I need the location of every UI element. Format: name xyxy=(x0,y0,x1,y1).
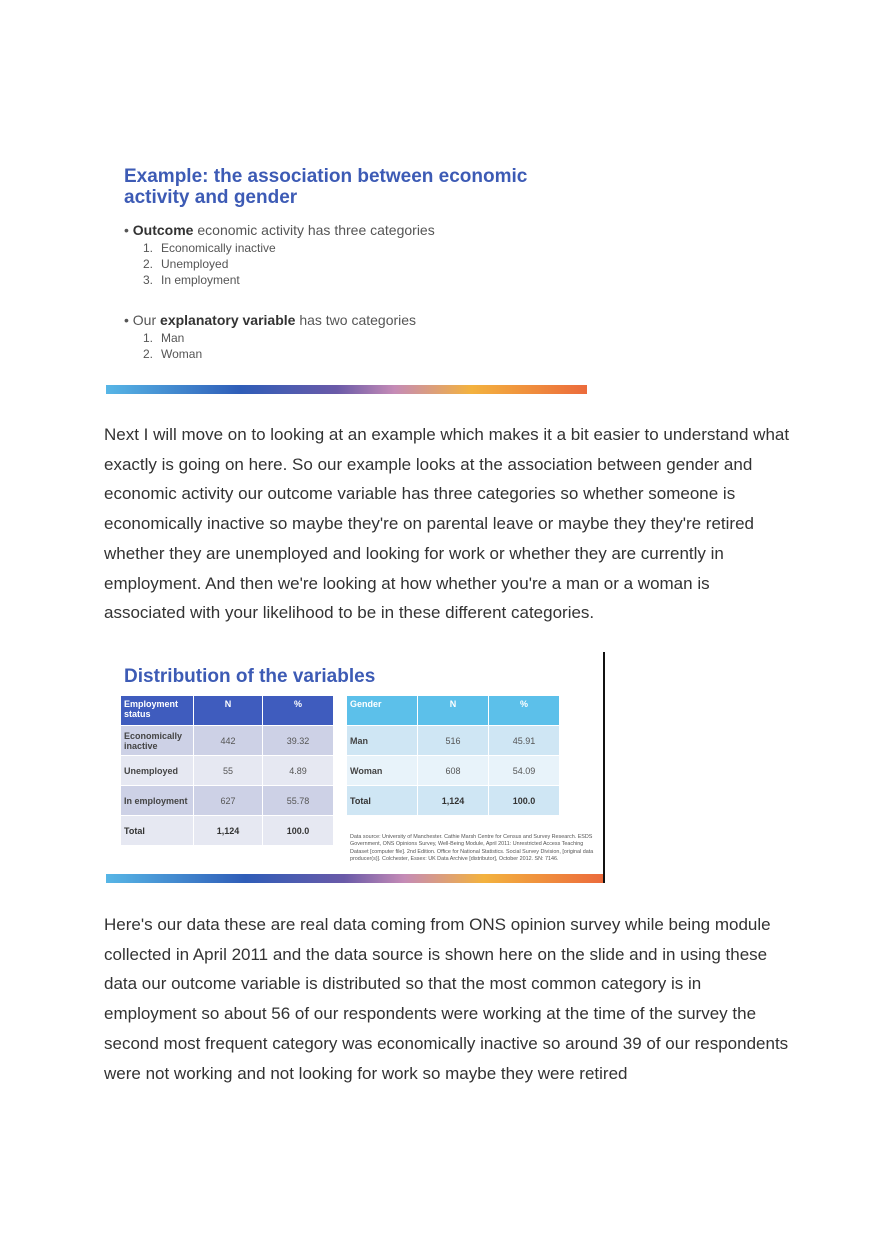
table-row xyxy=(121,786,334,816)
slide-gradient-bar xyxy=(106,874,603,883)
table-cell: Economically inactive xyxy=(121,726,194,756)
list-item: 1. Man xyxy=(143,331,185,345)
table-row-total xyxy=(347,786,560,816)
table-cell: 54.09 xyxy=(489,756,560,786)
explanatory-categories-list xyxy=(143,330,202,362)
bullet-outcome: • Outcome economic activity has three categories xyxy=(124,222,435,238)
gender-table xyxy=(346,695,560,816)
table-header: % xyxy=(489,696,560,726)
table-cell: 100.0 xyxy=(262,816,333,846)
table-cell: 39.32 xyxy=(262,726,333,756)
table-header: N xyxy=(418,696,489,726)
table-cell: 55 xyxy=(194,756,263,786)
table-cell: Man xyxy=(347,726,418,756)
table-header: Gender xyxy=(347,696,418,726)
table-header-row xyxy=(347,696,560,726)
table-header: N xyxy=(194,696,263,726)
list-item: 2. Unemployed xyxy=(143,257,229,271)
slide-title: Distribution of the variables xyxy=(124,666,376,687)
table-cell: Unemployed xyxy=(121,756,194,786)
bullet-text: has two categories xyxy=(295,312,417,328)
table-cell: 45.91 xyxy=(489,726,560,756)
bullet-explanatory: • Our explanatory variable has two categories xyxy=(124,312,417,328)
table-row xyxy=(347,726,560,756)
employment-status-table xyxy=(120,695,334,846)
table-cell: 1,124 xyxy=(418,786,489,816)
table-row xyxy=(347,756,560,786)
table-cell: 55.78 xyxy=(262,786,333,816)
slide-economic-activity-gender xyxy=(106,158,587,394)
table-cell: Total xyxy=(121,816,194,846)
table-header: % xyxy=(262,696,333,726)
table-header: Employment status xyxy=(121,696,194,726)
table-cell: 1,124 xyxy=(194,816,263,846)
list-item: 2. Woman xyxy=(143,347,203,361)
slide-border-line xyxy=(603,652,605,883)
list-item: 1. Economically inactive xyxy=(143,241,276,255)
table-row-total xyxy=(121,816,334,846)
table-cell: 442 xyxy=(194,726,263,756)
table-cell: 627 xyxy=(194,786,263,816)
data-source-note: Data source: University of Manchester. Cathie Marsh Centre for Census and Survey Research. ESDS Government, ONS Opinions Survey, Well-Being Module, April 2011: Unrestricted Access Teaching Dataset [computer file]. 2nd Edition. Office for National Statistics. Social Survey Division, [original data producer(s)]. Colchester, Essex: UK Data Archive [distributor], October 2012. SN: 7146. xyxy=(350,834,594,863)
bullet-text: economic activity has three categories xyxy=(193,222,435,238)
table-cell: Total xyxy=(347,786,418,816)
slide-distribution-variables xyxy=(106,652,603,883)
table-row xyxy=(121,726,334,756)
table-cell: 100.0 xyxy=(489,786,560,816)
paragraph-2: Here's our data these are real data coming from ONS opinion survey while being module collected in April 2011 and the data source is shown here on the slide and in using these data our outcome variable is distributed so that the most common category is in employment so about 56 of our respondents were working at the time of the survey the second most frequent category was economically inactive so around 39 of our respondents were not working and not looking for work so maybe they were retired xyxy=(104,915,789,1083)
paragraph-1: Next I will move on to looking at an example which makes it a bit easier to understand what exactly is going on here. So our example looks at the association between gender and economic activity our outcome variable has three categories so whether someone is economically inactive so maybe they're on parental leave or maybe they they're retired whether they are unemployed and looking for work or whether they are currently in employment. And then we're looking at how whether you're a man or a woman is associated with your likelihood to be in these different categories. xyxy=(104,425,790,623)
slide-title: Example: the association between economic activity and gender xyxy=(124,166,528,208)
slide-gradient-bar xyxy=(106,385,587,394)
table-cell: 516 xyxy=(418,726,489,756)
bullet-bold: Outcome xyxy=(132,222,194,238)
table-cell: In employment xyxy=(121,786,194,816)
bullet-bold: explanatory variable xyxy=(160,312,296,328)
table-header-row xyxy=(121,696,334,726)
table-cell: Woman xyxy=(347,756,418,786)
table-row xyxy=(121,756,334,786)
table-cell: 4.89 xyxy=(262,756,333,786)
table-cell: 608 xyxy=(418,756,489,786)
list-item: 3. In employment xyxy=(143,273,240,287)
outcome-categories-list xyxy=(143,240,276,288)
